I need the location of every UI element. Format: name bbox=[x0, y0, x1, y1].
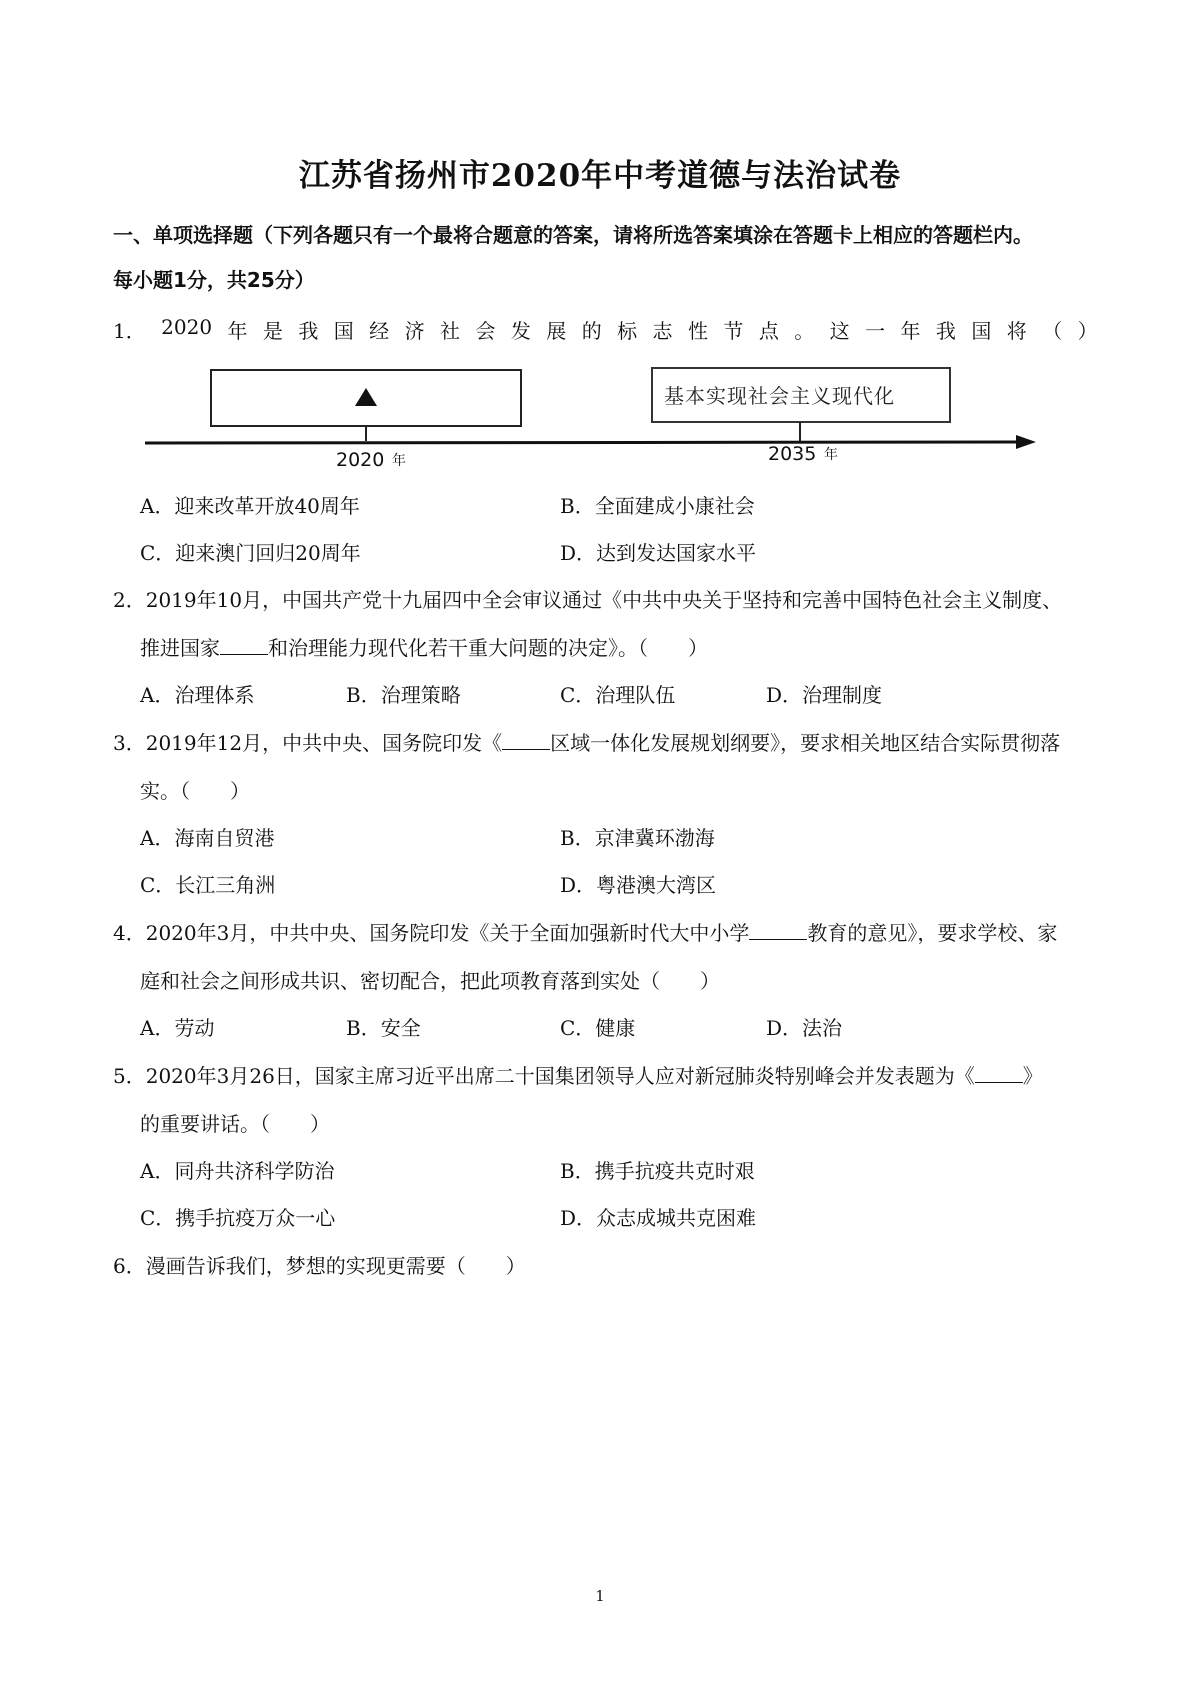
q1-token: 。 bbox=[794, 319, 815, 343]
q1-token: 经 bbox=[369, 319, 390, 343]
q2-option-a[interactable]: A．治理体系 bbox=[140, 683, 255, 707]
q1-option-a[interactable]: A．迎来改革开放40周年 bbox=[140, 494, 360, 518]
label-2035-year: 年 bbox=[824, 447, 838, 463]
q2-option-c[interactable]: C．治理队伍 bbox=[560, 683, 676, 707]
q1-token: 志 bbox=[652, 319, 673, 343]
q4-option-b[interactable]: B．安全 bbox=[346, 1016, 421, 1040]
q1-token: 性 bbox=[687, 319, 708, 343]
q4-blank bbox=[749, 921, 807, 940]
triangle-icon bbox=[355, 388, 377, 406]
q3-option-d[interactable]: D．粤港澳大湾区 bbox=[560, 873, 717, 897]
timeline-box-2035-text: 基本实现社会主义现代化 bbox=[664, 384, 895, 408]
q4-option-c[interactable]: C．健康 bbox=[560, 1016, 636, 1040]
q2-option-d[interactable]: D．治理制度 bbox=[766, 683, 883, 707]
q1-token: 节 bbox=[723, 319, 744, 343]
q1-option-b[interactable]: B．全面建成小康社会 bbox=[560, 494, 755, 518]
page-number: 1 bbox=[595, 1587, 605, 1605]
q1-token: 国 bbox=[333, 319, 354, 343]
question-4-stem-line-1 bbox=[113, 917, 1057, 946]
section-heading-line-1: 一、单项选择题（下列各题只有一个最将合题意的答案，请将所选答案填涂在答题卡上相应的答题栏内。 bbox=[113, 223, 1033, 247]
q1-token: 年 bbox=[227, 319, 248, 343]
timeline-axis bbox=[145, 442, 1020, 443]
q1-token: 将 bbox=[1006, 319, 1027, 343]
q4-option-a[interactable]: A．劳动 bbox=[140, 1016, 215, 1040]
q1-token: 标 bbox=[617, 319, 638, 343]
q3-option-c[interactable]: C．长江三角洲 bbox=[140, 873, 276, 897]
q2-text-a: 推进国家 bbox=[140, 636, 220, 660]
q3-blank bbox=[502, 731, 550, 750]
page-title: 江苏省扬州市2020年中考道德与法治试卷 bbox=[298, 158, 902, 194]
question-1-stem bbox=[113, 315, 1098, 344]
q1-token: ） bbox=[1077, 319, 1098, 343]
q3-text-a: 3．2019年12月，中共中央、国务院印发《 bbox=[113, 731, 503, 755]
section-heading-line-2: 每小题1分，共25分） bbox=[113, 268, 315, 292]
q1-token: 我 bbox=[935, 319, 956, 343]
q1-token: 一 bbox=[865, 319, 886, 343]
question-5-stem-line-1 bbox=[113, 1060, 1043, 1089]
question-3-stem-line-2: 实。（ ） bbox=[140, 779, 250, 803]
question-2-stem-line-1: 2．2019年10月，中国共产党十九届四中全会审议通过《中共中央关于坚持和完善中国特色社会主义制度、 bbox=[113, 588, 1063, 612]
q1-token: 是 bbox=[262, 319, 283, 343]
q5-text-a: 5．2020年3月26日，国家主席习近平出席二十国集团领导人应对新冠肺炎特别峰会并发表题为《 bbox=[113, 1064, 975, 1088]
q3-option-a[interactable]: A．海南自贸港 bbox=[140, 826, 275, 850]
q1-option-c[interactable]: C．迎来澳门回归20周年 bbox=[140, 541, 361, 565]
q3-text-b: 区域一体化发展规划纲要》，要求相关地区结合实际贯彻落 bbox=[550, 731, 1061, 755]
q1-token: 济 bbox=[404, 319, 425, 343]
q1-token: 2020 bbox=[161, 315, 213, 339]
question-5-stem-line-2: 的重要讲话。（ ） bbox=[140, 1112, 330, 1136]
label-2035: 2035 bbox=[768, 443, 817, 465]
q5-option-d[interactable]: D．众志成城共克困难 bbox=[560, 1206, 757, 1230]
q1-token: 点 bbox=[758, 319, 779, 343]
q1-token: 的 bbox=[581, 319, 602, 343]
label-2020-year: 年 bbox=[392, 453, 406, 468]
q1-token: 社 bbox=[440, 319, 461, 343]
q1-token: 年 bbox=[900, 319, 921, 343]
question-6-stem: 6．漫画告诉我们，梦想的实现更需要（ ） bbox=[113, 1254, 526, 1278]
label-2020: 2020 bbox=[336, 449, 385, 468]
q1-token: 展 bbox=[546, 319, 567, 343]
q2-option-b[interactable]: B．治理策略 bbox=[346, 683, 461, 707]
q1-token: 这 bbox=[829, 319, 850, 343]
q1-token: （ bbox=[1042, 319, 1063, 343]
arrow-head-icon bbox=[1016, 435, 1036, 449]
q2-blank bbox=[220, 636, 268, 655]
q1-token: 发 bbox=[510, 319, 531, 343]
q2-text-b: 和治理能力现代化若干重大问题的决定》。（ ） bbox=[268, 636, 708, 660]
q4-text-a: 4．2020年3月，中共中央、国务院印发《关于全面加强新时代大中小学 bbox=[113, 921, 750, 945]
q4-option-d[interactable]: D．法治 bbox=[766, 1016, 843, 1040]
q5-option-c[interactable]: C．携手抗疫万众一心 bbox=[140, 1206, 336, 1230]
q1-option-d[interactable]: D．达到发达国家水平 bbox=[560, 541, 757, 565]
q1-token: 1． bbox=[113, 319, 146, 343]
question-3-stem-line-1 bbox=[113, 727, 1060, 756]
question-4-stem-line-2: 庭和社会之间形成共识、密切配合，把此项教育落到实处（ ） bbox=[140, 969, 720, 993]
q1-token: 国 bbox=[971, 319, 992, 343]
q1-token: 会 bbox=[475, 319, 496, 343]
timeline-figure bbox=[140, 358, 1040, 468]
q4-text-b: 教育的意见》，要求学校、家 bbox=[807, 921, 1058, 945]
q5-option-b[interactable]: B．携手抗疫共克时艰 bbox=[560, 1159, 755, 1183]
question-2-stem-line-2 bbox=[140, 632, 708, 661]
q3-option-b[interactable]: B．京津冀环渤海 bbox=[560, 826, 715, 850]
q1-token: 我 bbox=[298, 319, 319, 343]
q5-text-b: 》 bbox=[1022, 1064, 1043, 1088]
q5-blank bbox=[975, 1064, 1023, 1083]
q5-option-a[interactable]: A．同舟共济科学防治 bbox=[140, 1159, 335, 1183]
